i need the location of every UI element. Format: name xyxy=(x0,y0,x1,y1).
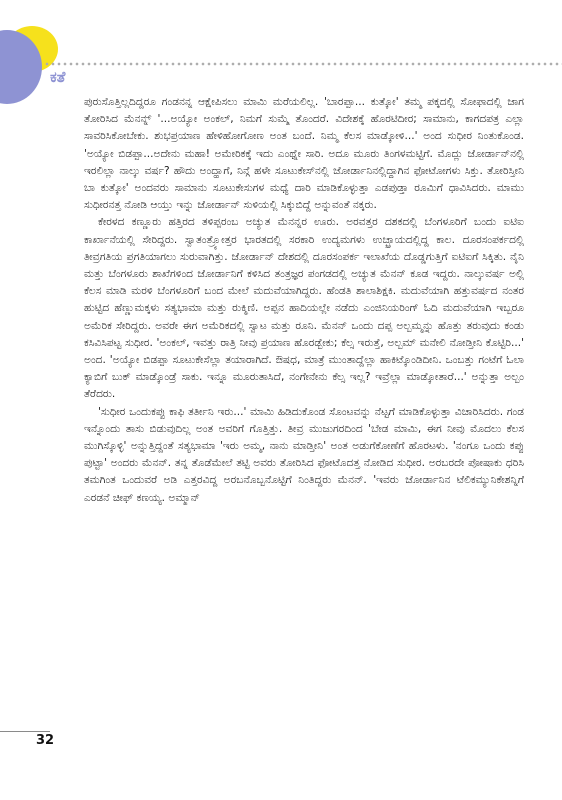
paragraph: 'ಸುಧೀರ ಒಂದುಕಪ್ಪು ಕಾಫಿ ತರ್ತೀನಿ ಇರು...' ಮಾಮಿ ಹಿಡಿದುಕೊಂಡ ಸೊಂಟವನ್ನು ನೆಟ್ಟಗೆ ಮಾಡಿಕೊಳ್ಳುತ್ತಾ ವಿಚಾರಿಸಿದರು. ಗಂಡ ಇನ್ನೊಂದು ತಾಸು ಬಿಡುವುದಿಲ್ಲ ಅಂತ ಅವರಿಗೆ ಗೊತ್ತಿತ್ತು. ತೀವ್ರ ಮುಜುಗರದಿಂದ 'ಬೇಡ ಮಾಮಿ, ಈಗ ನೀವು ಮೊದಲು ಕೆಲಸ ಮುಗಿಸ್ಕೊಳ್ಳಿ' ಅನ್ನುತ್ತಿದ್ದಂತೆ ಸತ್ಯಭಾಮಾ 'ಇರು ಅಮ್ಮ, ನಾನು ಮಾಡ್ತೀನಿ' ಅಂತ ಅಡುಗೆಕೋಣೆಗೆ ಹೊರಟಳು. 'ನಂಗೂ ಒಂದು ಕಪ್ಪು ಪುಟ್ಟಾ' ಅಂದರು ಮೆನನ್. ತನ್ನ ತೊಡೆಮೇಲೆ ತಟ್ಟಿ ಅವರು ತೋರಿಸಿದ ಫೋಟೊದತ್ತ ನೋಡಿದ ಸುಧೀರ. ಅರಬರದೇ ಪೋಷಾಕು ಧರಿಸಿ ತಮಗಿಂತ ಒಂದುವರೆ ಅಡಿ ಎತ್ತರವಿದ್ದ ಅರಬನೊಬ್ಬನೊಟ್ಟಿಗೆ ನಿಂತಿದ್ದರು ಮೆನನ್. 'ಇವರು ಜೋರ್ಡಾನಿನ ಟೆಲಿಕಮ್ಯುನಿಕೇಶನ್ನಿಗೆ ಎರಡನೆ ಚೀಫ್ ಕಣಯ್ಯ. ಅಮ್ಮಾನ್ xyxy=(84,405,524,504)
paragraph: ಕೇರಳದ ಕಣ್ಣೂರು ಹತ್ತಿರದ ತಳಿಪ್ಪರಂಬ ಅಚ್ಯುತ ಮೆನನ್ನರ ಊರು. ಅರವತ್ತರ ದಶಕದಲ್ಲಿ ಬೆಂಗಳೂರಿಗೆ ಬಂದು ಐಟಿಐ ಕಾರ್ಖಾನೆಯಲ್ಲಿ ಸೇರಿದ್ದರು. ಸ್ವಾತಂತ್ರ್ಯೋತ್ತರ ಭಾರತದಲ್ಲಿ ಸರಕಾರಿ ಉದ್ಯಮಗಳು ಉಚ್ಛ್ರಾಯದಲ್ಲಿದ್ದ ಕಾಲ. ದೂರಸಂಪರ್ಕದಲ್ಲಿ ತೀವ್ರಗತಿಯ ಪ್ರಗತಿಯಾಗಲು ಸುರುವಾಗಿತ್ತು. ಜೋರ್ಡಾನ್ ದೇಶದಲ್ಲಿ ದೂರಸಂಪರ್ಕ ಇಲಾಖೆಯ ದೊಡ್ಡಗುತ್ತಿಗೆ ಐಟಿಐಗೆ ಸಿಕ್ಕಿತು. ನೈನಿ ಮತ್ತು ಬೆಂಗಳೂರು ಶಾಖೆಗಳಿಂದ ಜೋರ್ಡಾನಿಗೆ ಕಳಿಸಿದ ತಂತ್ರಜ್ಞರ ಪಂಗಡದಲ್ಲಿ ಅಚ್ಯುತ ಮೆನನ್ ಕೂಡ ಇದ್ದರು. ನಾಲ್ಕುವರ್ಷ ಅಲ್ಲಿ ಕೆಲಸ ಮಾಡಿ ಮರಳಿ ಬೆಂಗಳೂರಿಗೆ ಬಂದ ಮೇಲೆ ಮದುವೆಯಾಗಿದ್ದರು. ಹೆಂಡತಿ ಶಾಲಾಶಿಕ್ಷಕಿ. ಮದುವೆಯಾಗಿ ಹತ್ತುವರ್ಷದ ನಂತರ ಹುಟ್ಟಿದ ಹೆಣ್ಣುಮಕ್ಕಳು ಸತ್ಯಭಾಮಾ ಮತ್ತು ರುಕ್ಮಿಣಿ. ಅಪ್ಪನ ಹಾದಿಯಲ್ಲೇ ನಡೆದು ಎಂಜಿನಿಯರಿಂಗ್ ಓದಿ ಮದುವೆಯಾಗಿ ಇಬ್ಬರೂ ಅಮೆರಿಕ ಸೇರಿದ್ದರು. ಅವರೇ ಈಗ ಅಮೆರಿಕದಲ್ಲಿ ಸ್ವಾಟ ಮತ್ತು ರೂನಿ. ಮೆನನ್ ಒಂದು ದಪ್ಪ ಅಲ್ಬಮ್ಮನ್ನು ಹೊತ್ತು ತರುವುದು ಕಂಡು ಕಸಿವಿಸಿಪಟ್ಟ ಸುಧೀರ. 'ಅಂಕಲ್, ಇವತ್ತು ರಾತ್ರಿ ನೀವು ಪ್ರಯಾಣ ಹೊರಡ್ಬೇಕು; ಕೆಲ್ಸ ಇರುತ್ತೆ, ಅಲ್ಬಮ್ ಮನೇಲಿ ನೋಡ್ತೀನಿ ಕೊಟ್ಟಿರಿ...' ಅಂದ. 'ಅಯ್ಯೋ ಬಿಡಪ್ಪಾ ಸೂಟುಕೇಸೆಲ್ಲಾ ತಯಾರಾಗಿದೆ. ಔಷಧ, ಮಾತ್ರೆ ಮುಂತಾದ್ದೆಲ್ಲಾ ಹಾಕಿಟ್ಕೊಂಡಿದೀನಿ. ಒಂಬತ್ತು ಗಂಟೆಗೆ ಓಲಾ ಕ್ಯಾಬಿಗೆ ಬುಕ್ ಮಾಡ್ಕೊಂಡ್ರೆ ಸಾಕು. ಇನ್ನೂ ಮೂರುತಾಸಿದೆ, ನಂಗೇನೇನು ಕೆಲ್ಸ ಇಲ್ಲ? ಇವ್ರೆಲ್ಲಾ ಮಾಡ್ಕೋತಾರೆ...' ಅನ್ನುತ್ತಾ ಅಲ್ಬಂ ತೆರೆದರು. xyxy=(84,216,524,401)
section-label: ಕತೆ xyxy=(50,68,66,86)
story-body xyxy=(84,94,524,507)
paragraph: ಪುರುಸೊತ್ತಿಲ್ಲದಿದ್ದರೂ ಗಂಡನನ್ನ ಆಕ್ಷೇಪಿಸಲು ಮಾಮಿ ಮರೆಯಲಿಲ್ಲ. 'ಬಾರಪ್ಪಾ... ಕುತ್ಕೋ' ತಮ್ಮ ಪಕ್ಕದಲ್ಲಿ ಸೋಫಾದಲ್ಲಿ ಜಾಗ ತೋರಿಸಿದ ಮೆನನ್ನ್ '...ಅಯ್ಯೋ ಅಂಕಲ್, ನಿಮಗೆ ಸುಮ್ಮೆ ತೊಂದರೆ. ವಿದೇಶಕ್ಕೆ ಹೊರಟಿದೀರ; ಸಾಮಾನು, ಕಾಗದಪತ್ರ ಎಲ್ಲಾ ಸಾವರಿಸಿಕೋಬೇಕು. ಶುಭಪ್ರಯಾಣ ಹೇಳಿಹೋಗೋಣ ಅಂತ ಬಂದೆ. ನಿಮ್ಮ ಕೆಲಸ ಮಾಡ್ಕೋಳಿ...' ಅಂದ ಸುಧೀರ ನಿಂತುಕೊಂಡ. 'ಅಯ್ಯೋ ಬಿಡಪ್ಪಾ...ಅದೇನು ಮಹಾ! ಅಮೇರಿಕಕ್ಕೆ ಇದು ಎಂಥ್ನೇ ಸಾರಿ. ಅದೂ ಮೂರು ತಿಂಗಳಮಟ್ಟಿಗೆ. ಮೊದ್ಲು ಜೋರ್ಡಾನ್‌ನಲ್ಲಿ ಇರಲಿಲ್ಲಾ ನಾಲ್ಕು ವರ್ಷ? ಹೌದು ಅಂದ್ಹಾಗೆ, ನಿನ್ಗೆ ಹಳೇ ಸೂಟುಕೇಸ್‌ನಲ್ಲಿ ಜೋರ್ಡಾನಿನಲ್ಲಿದ್ದಾಗಿನ ಫೋಟೋಗಳು ಸಿಕ್ತು. ತೋರಿಸ್ತೀನಿ ಬಾ ಕುತ್ಕೋ' ಅಂದವರು ಸಾಮಾನು ಸೂಟುಕೇಸುಗಳ ಮಧ್ಯೆ ದಾರಿ ಮಾಡಿಕೊಳ್ಳುತ್ತಾ ಎಡಪುಡ್ತಾ ರೂಮಿಗೆ ಧಾವಿಸಿದರು. ಮಾಮು ಸುಧೀರನತ್ತ ನೋಡಿ ಆಯ್ತು ಇನ್ನು ಜೋರ್ಡಾನ್ ಸುಳಿಯಲ್ಲಿ ಸಿಕ್ಕುಬಿದ್ದೆ ಅನ್ನುವಂತೆ ನಕ್ಕರು. xyxy=(84,96,524,212)
page-number: 32 xyxy=(36,733,55,748)
dotted-header-rule xyxy=(44,62,562,66)
footer-rule xyxy=(0,731,50,732)
